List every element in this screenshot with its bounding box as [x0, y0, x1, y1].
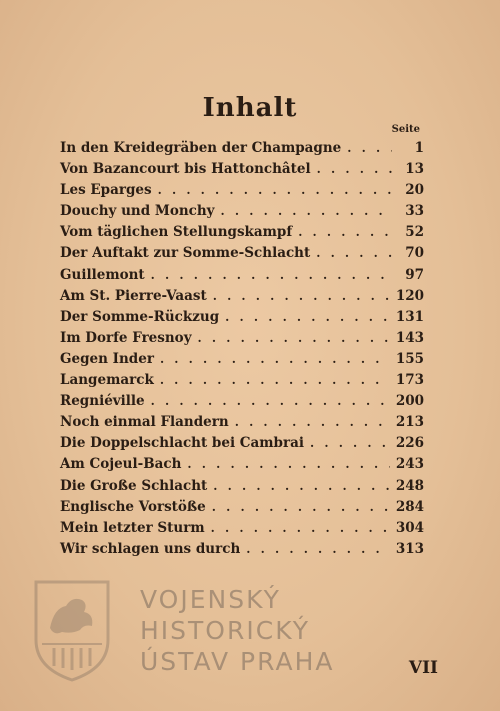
toc-entry-page: 173 [395, 372, 424, 389]
leader-dots [151, 394, 390, 408]
toc-entry-page: 248 [395, 477, 424, 494]
leader-dots [158, 183, 392, 197]
toc-entry-page: 120 [395, 287, 424, 304]
toc-entry-title: Die Große Schlacht [60, 477, 208, 494]
toc-entry-page: 97 [405, 266, 424, 283]
toc-entry-title: Vom täglichen Stellungskampf [60, 224, 293, 241]
toc-entry-page: 226 [395, 435, 424, 452]
toc-entry-page: 313 [395, 540, 424, 557]
toc-entry-page: 20 [405, 182, 424, 199]
toc-entry [60, 372, 424, 393]
toc-entry [60, 267, 424, 288]
toc-entry [60, 414, 424, 435]
toc-entry-page: 304 [395, 519, 424, 536]
toc-entry [60, 520, 424, 541]
toc-entry [60, 140, 424, 161]
toc-entry [60, 330, 424, 351]
toc-entry-title: Les Eparges [60, 182, 152, 199]
toc-entry [60, 541, 424, 562]
toc-entry-page: 143 [395, 329, 424, 346]
toc-entry-page: 284 [395, 498, 424, 515]
leader-dots [298, 225, 392, 239]
toc-entry-title: Die Doppelschlacht bei Cambrai [60, 435, 304, 452]
toc-entry-title: Der Somme-Rückzug [60, 308, 220, 325]
leader-dots [310, 436, 390, 450]
toc-entry-title: Von Bazancourt bis Hattonchâtel [60, 161, 311, 178]
toc-entry [60, 245, 424, 266]
leader-dots [317, 162, 392, 176]
toc-entry [60, 478, 424, 499]
toc-entry [60, 499, 424, 520]
leader-dots [213, 479, 390, 493]
leader-dots [246, 542, 390, 556]
toc-entry-page: 131 [395, 308, 424, 325]
toc-entry-title: Englische Vorstöße [60, 498, 206, 515]
toc-entry-page: 70 [405, 245, 424, 262]
toc-entry [60, 456, 424, 477]
toc-entry-title: Gegen Inder [60, 350, 154, 367]
toc-entry [60, 351, 424, 372]
toc-entry-page: 1 [414, 140, 424, 156]
table-of-contents [60, 140, 424, 562]
toc-entry [60, 203, 424, 224]
watermark-line: HISTORICKÝ [140, 616, 310, 645]
toc-entry-title: Guillemont [60, 266, 145, 283]
leader-dots [187, 457, 389, 471]
toc-entry-page: 200 [395, 393, 424, 410]
toc-entry-title: In den Kreidegräben der Champagne [60, 140, 342, 156]
toc-entry-title: Am St. Pierre-Vaast [60, 287, 207, 304]
leader-dots [235, 415, 390, 429]
leader-dots [225, 310, 390, 324]
toc-entry-page: 213 [395, 414, 424, 431]
leader-dots [212, 500, 390, 514]
leader-dots [160, 352, 390, 366]
leader-dots [347, 141, 392, 155]
page-title: Inhalt [202, 93, 298, 123]
toc-entry-title: Douchy und Monchy [60, 203, 215, 220]
page-column-header: Seite [391, 124, 420, 135]
watermark-text [140, 584, 335, 677]
leader-dots [211, 521, 390, 535]
watermark-line: VOJENSKÝ [140, 585, 281, 614]
toc-entry-title: Mein letzter Sturm [60, 519, 205, 536]
toc-entry [60, 435, 424, 456]
toc-entry-page: 33 [405, 203, 424, 220]
toc-entry [60, 288, 424, 309]
toc-entry [60, 161, 424, 182]
toc-entry-title: Am Cojeul-Bach [60, 456, 182, 473]
toc-entry-page: 52 [405, 224, 424, 241]
leader-dots [160, 373, 390, 387]
toc-entry [60, 224, 424, 245]
lion-shield-watermark-icon [32, 578, 112, 683]
toc-entry [60, 309, 424, 330]
toc-entry-title: Der Auftakt zur Somme-Schlacht [60, 245, 311, 262]
toc-entry-page: 155 [395, 350, 424, 367]
toc-entry-title: Langemarck [60, 372, 154, 389]
watermark-line: ÚSTAV PRAHA [140, 647, 335, 676]
toc-entry-page: 243 [395, 456, 424, 473]
leader-dots [316, 246, 392, 260]
toc-entry [60, 393, 424, 414]
toc-entry-title: Regniéville [60, 393, 145, 410]
leader-dots [213, 289, 390, 303]
leader-dots [221, 204, 392, 218]
toc-entry-title: Noch einmal Flandern [60, 414, 229, 431]
leader-dots [151, 268, 392, 282]
toc-entry [60, 182, 424, 203]
toc-entry-page: 13 [405, 161, 424, 178]
page-number: VII [408, 658, 438, 678]
leader-dots [198, 331, 390, 345]
toc-entry-title: Im Dorfe Fresnoy [60, 329, 192, 346]
toc-entry-title: Wir schlagen uns durch [60, 540, 241, 557]
